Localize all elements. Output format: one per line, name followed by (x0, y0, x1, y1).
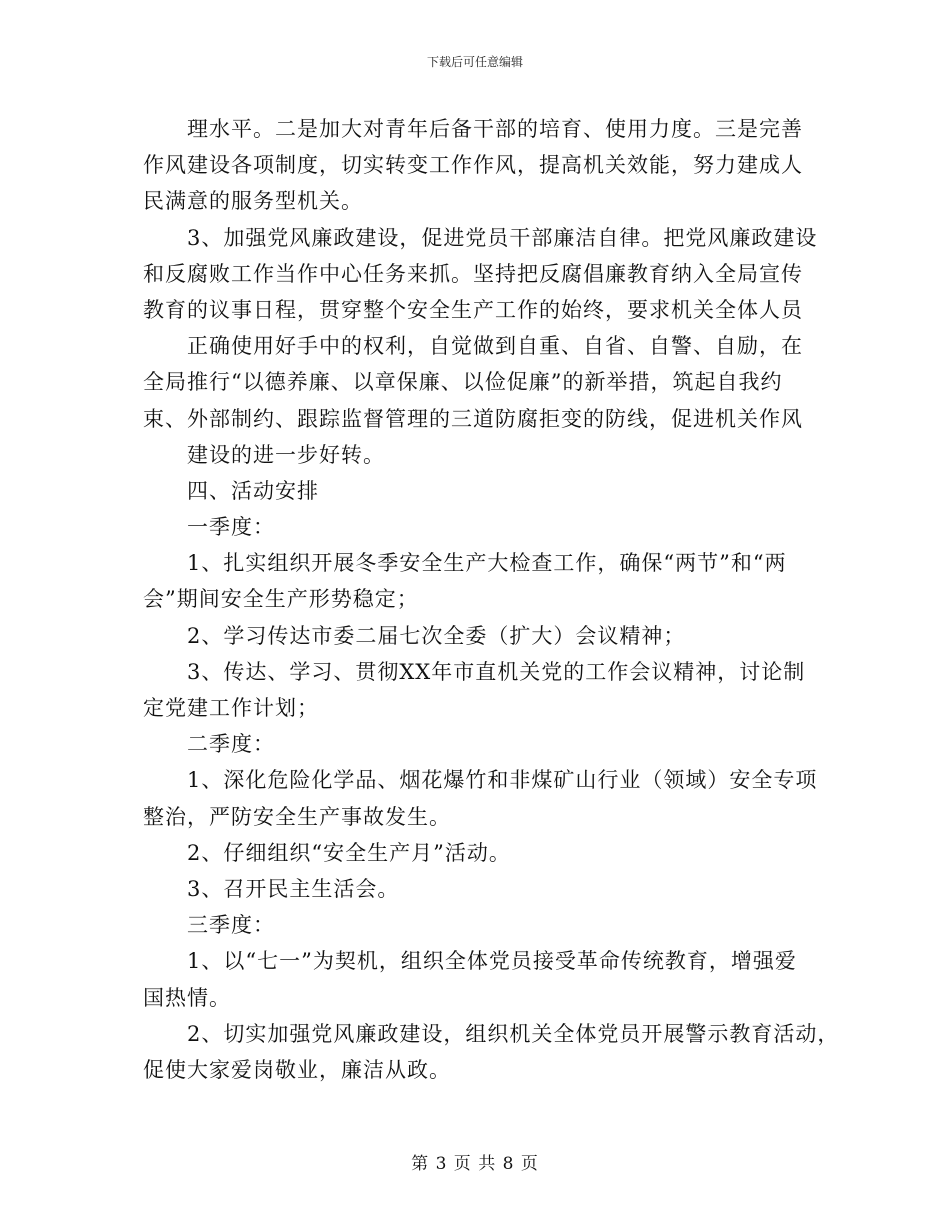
body-line: 促使大家爱岗敬业，廉洁从政。 (143, 1057, 451, 1082)
body-line: 2、仔细组织“安全生产月”活动。 (187, 840, 511, 865)
body-line: 建设的进一步好转。 (187, 442, 385, 467)
body-line: 1、深化危险化学品、烟花爆竹和非煤矿山行业（领域）安全专项 (187, 768, 818, 793)
body-line: 民满意的服务型机关。 (143, 189, 363, 214)
body-line: 束、外部制约、跟踪监督管理的三道防腐拒变的防线，促进机关作风 (143, 406, 803, 431)
body-line: 1、以“七一”为契机，组织全体党员接受革命传统教育，增强爱 (187, 949, 797, 974)
body-line: 3、传达、学习、贯彻XX年市直机关党的工作会议精神，讨论制 (187, 659, 806, 684)
body-line: 3、加强党风廉政建设，促进党员干部廉洁自律。把党风廉政建设 (187, 225, 818, 250)
section-heading: 四、活动安排 (187, 478, 319, 503)
body-line: 国热情。 (143, 985, 231, 1010)
body-line: 全局推行“以德养廉、以章保廉、以俭促廉”的新举措，筑起自我约 (143, 370, 783, 395)
body-line: 作风建设各项制度，切实转变工作作风，提高机关效能，努力建成人 (143, 153, 803, 178)
body-line: 理水平。二是加大对青年后备干部的培育、使用力度。三是完善 (187, 117, 803, 141)
body-line: 2、学习传达市委二届七次全委（扩大）会议精神； (187, 623, 686, 648)
body-line: 1、扎实组织开展冬季安全生产大检查工作，确保“两节”和“两 (187, 551, 787, 576)
body-line: 正确使用好手中的权利，自觉做到自重、自省、自警、自励，在 (187, 334, 803, 359)
page-header: 下载后可任意编辑 (426, 55, 523, 69)
body-line: 会”期间安全生产形势稳定； (143, 587, 419, 612)
quarter-heading: 三季度： (187, 913, 275, 938)
body-line: 整治，严防安全生产事故发生。 (143, 804, 451, 829)
page-footer: 第 3 页 共 8 页 (411, 1154, 539, 1174)
body-line: 定党建工作计划； (143, 696, 319, 720)
quarter-heading: 一季度： (187, 515, 275, 540)
quarter-heading: 二季度： (187, 732, 275, 757)
body-line: 和反腐败工作当作中心任务来抓。坚持把反腐倡廉教育纳入全局宣传 (143, 261, 803, 286)
body-line: 2、切实加强党风廉政建设，组织机关全体党员开展警示教育活动， (187, 1021, 840, 1046)
document-body (143, 111, 840, 1088)
body-line: 教育的议事日程，贯穿整个安全生产工作的始终，要求机关全体人员 (143, 297, 803, 322)
body-line: 3、召开民主生活会。 (187, 876, 400, 901)
